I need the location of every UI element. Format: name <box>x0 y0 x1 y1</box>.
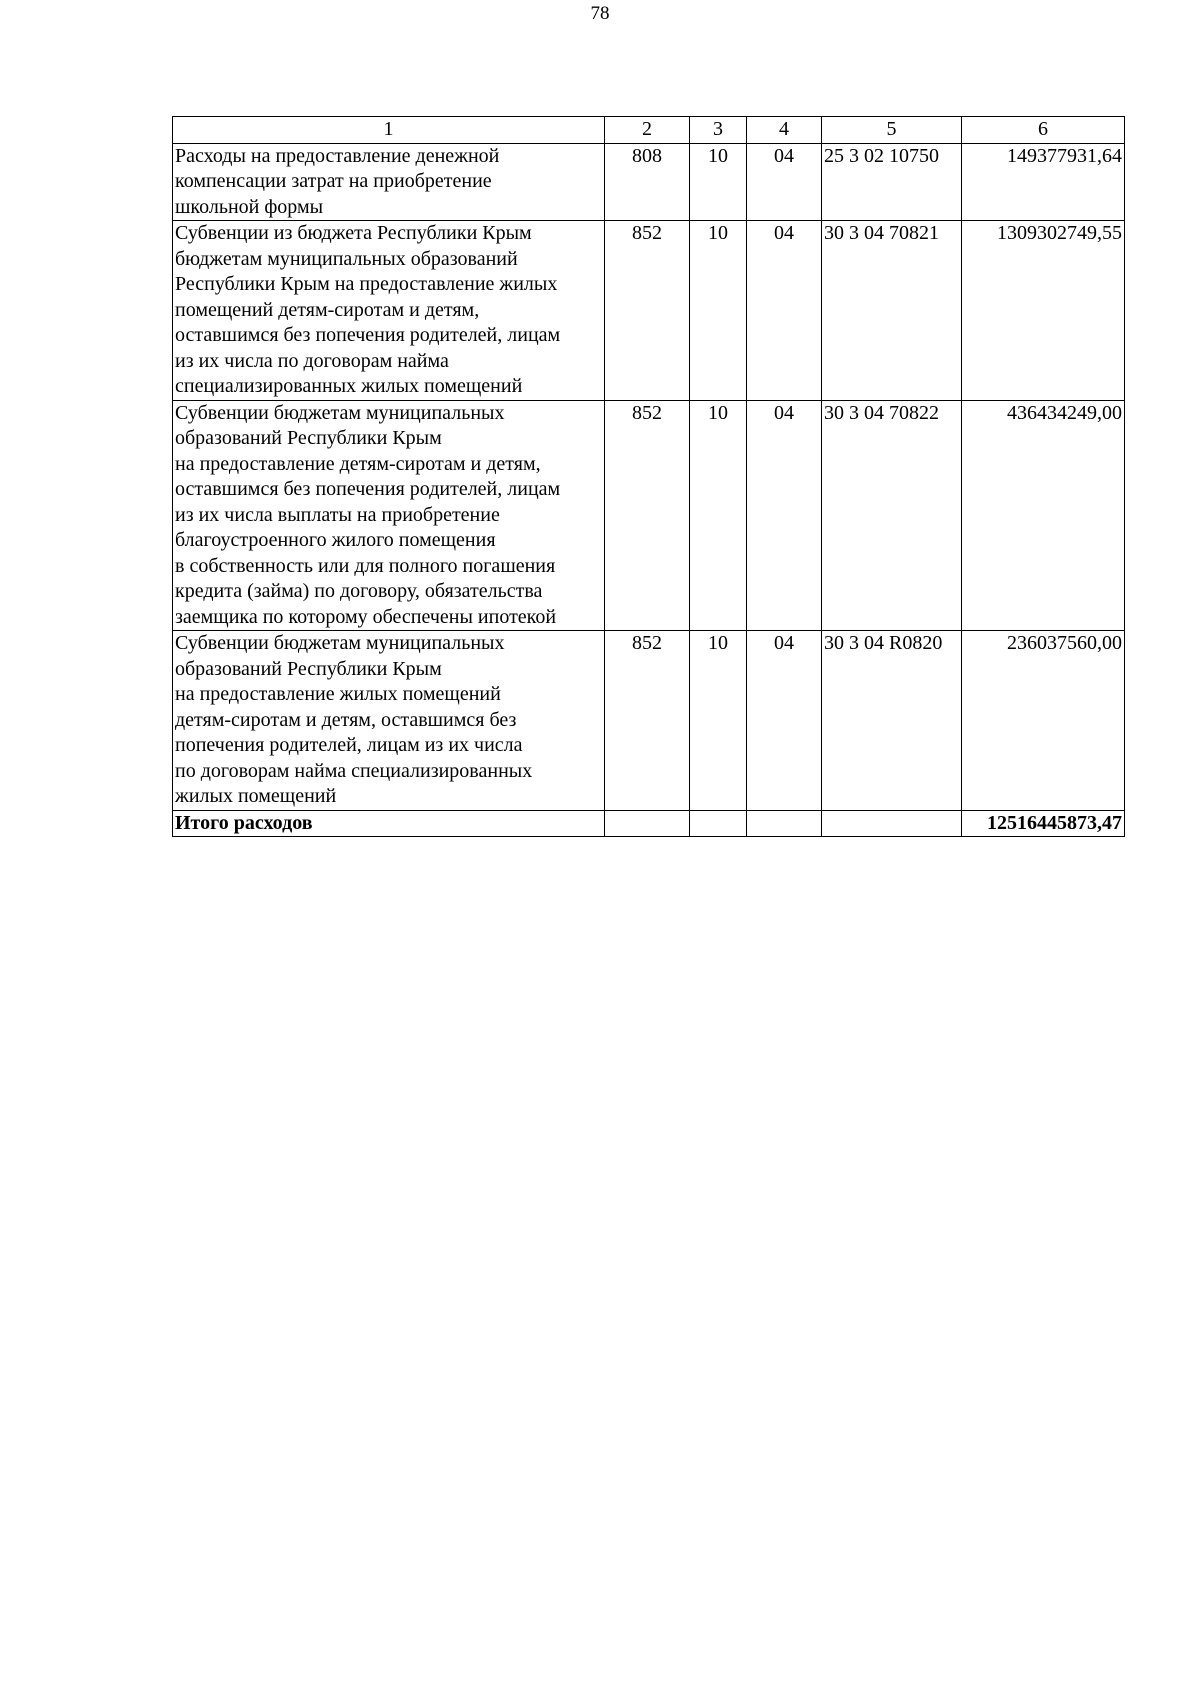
expenditure-table <box>172 116 1125 837</box>
row-col5: 30 3 04 R0820 <box>822 631 962 811</box>
total-empty-cell <box>605 810 690 837</box>
row-col4: 04 <box>747 400 822 631</box>
row-description: Субвенции бюджетам муниципальных образований Республики Крым на предоставление детям-сиротам и детям, оставшимся без попечения родителей, лицам из их числа выплаты на приобретение благоустроенного жилого помещения в собственность или для полного погашения кредита (займа) по договору, обязательства заемщика по которому обеспечены ипотекой <box>173 400 605 631</box>
row-col2: 808 <box>605 143 690 221</box>
row-col4: 04 <box>747 631 822 811</box>
row-col4: 04 <box>747 143 822 221</box>
total-empty-cell <box>822 810 962 837</box>
row-col4: 04 <box>747 221 822 401</box>
table-header-row <box>173 117 1125 144</box>
column-header-2: 2 <box>605 117 690 144</box>
row-col3: 10 <box>690 221 747 401</box>
row-col3: 10 <box>690 631 747 811</box>
row-col5: 30 3 04 70821 <box>822 221 962 401</box>
total-amount: 12516445873,47 <box>962 810 1125 837</box>
column-header-5: 5 <box>822 117 962 144</box>
row-col5: 25 3 02 10750 <box>822 143 962 221</box>
row-description: Субвенции бюджетам муниципальных образований Республики Крым на предоставление жилых помещений детям-сиротам и детям, оставшимся без попечения родителей, лицам из их числа по договорам найма специализированных жилых помещений <box>173 631 605 811</box>
total-empty-cell <box>747 810 822 837</box>
total-row <box>173 810 1125 837</box>
total-label: Итого расходов <box>173 810 605 837</box>
row-description: Расходы на предоставление денежной компенсации затрат на приобретение школьной формы <box>173 143 605 221</box>
row-col3: 10 <box>690 400 747 631</box>
page-number: 78 <box>590 3 610 24</box>
row-amount: 1309302749,55 <box>962 221 1125 401</box>
row-description: Субвенции из бюджета Республики Крым бюджетам муниципальных образований Республики Крым на предоставление жилых помещений детям-сиротам и детям, оставшимся без попечения родителей, лицам из их числа по договорам найма специализированных жилых помещений <box>173 221 605 401</box>
table-row <box>173 143 1125 221</box>
column-header-4: 4 <box>747 117 822 144</box>
row-col5: 30 3 04 70822 <box>822 400 962 631</box>
row-col2: 852 <box>605 631 690 811</box>
column-header-1: 1 <box>173 117 605 144</box>
column-header-3: 3 <box>690 117 747 144</box>
row-col3: 10 <box>690 143 747 221</box>
column-header-6: 6 <box>962 117 1125 144</box>
table-row <box>173 221 1125 401</box>
table-row <box>173 400 1125 631</box>
row-amount: 436434249,00 <box>962 400 1125 631</box>
row-amount: 236037560,00 <box>962 631 1125 811</box>
row-col2: 852 <box>605 400 690 631</box>
row-amount: 149377931,64 <box>962 143 1125 221</box>
row-col2: 852 <box>605 221 690 401</box>
total-empty-cell <box>690 810 747 837</box>
table-row <box>173 631 1125 811</box>
